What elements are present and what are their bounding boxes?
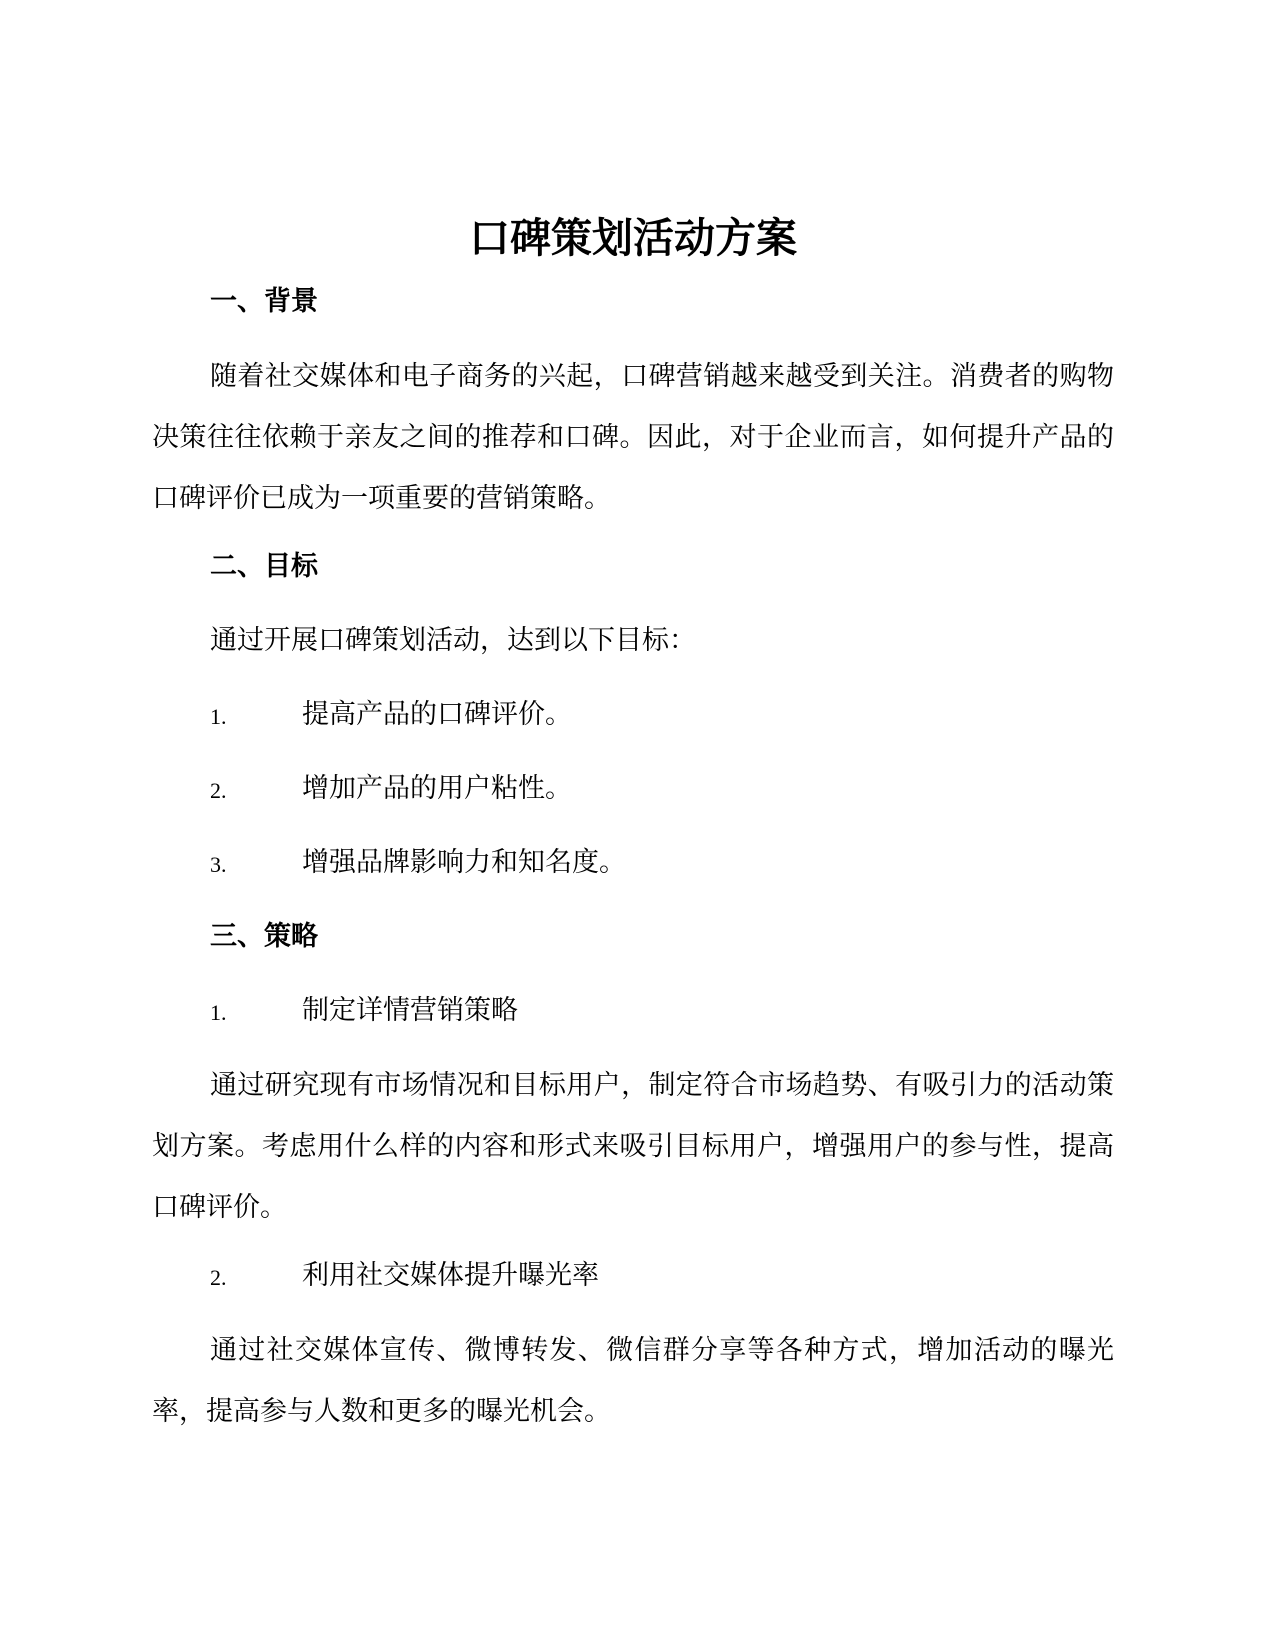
section-heading-background: 一、背景: [210, 286, 318, 317]
strategy-list-item: [210, 1256, 1114, 1296]
goal-list-item: [210, 769, 1114, 809]
section-heading-goals: 二、目标: [210, 551, 318, 582]
strategy-title: 利用社交媒体提升曝光率: [302, 1260, 599, 1291]
goal-list-item: [210, 695, 1114, 735]
document-title: 口碑策划活动方案: [469, 214, 797, 262]
strategy-list-item: [210, 991, 1114, 1031]
section-heading-strategy: 三、策略: [210, 921, 318, 952]
list-text: 增加产品的用户粘性。: [302, 773, 572, 804]
list-number: 1.: [210, 704, 227, 729]
goals-intro: 通过开展口碑策划活动，达到以下目标：: [210, 625, 696, 656]
list-text: 增强品牌影响力和知名度。: [302, 847, 626, 878]
list-text: 提高产品的口碑评价。: [302, 699, 572, 730]
background-paragraph: 随着社交媒体和电子商务的兴起，口碑营销越来越受到关注。消费者的购物决策往往依赖于亲友之间的推荐和口碑。因此，对于企业而言，如何提升产品的口碑评价已成为一项重要的营销策略。: [152, 361, 1114, 514]
strategy-title: 制定详情营销策略: [302, 995, 518, 1026]
list-number: 1.: [210, 1000, 227, 1025]
strategy-paragraph: 通过社交媒体宣传、微博转发、微信群分享等各种方式，增加活动的曝光率，提高参与人数和更多的曝光机会。: [152, 1335, 1114, 1427]
list-number: 3.: [210, 852, 227, 877]
list-number: 2.: [210, 1265, 227, 1290]
strategy-paragraph: 通过研究现有市场情况和目标用户，制定符合市场趋势、有吸引力的活动策划方案。考虑用什么样的内容和形式来吸引目标用户，增强用户的参与性，提高口碑评价。: [152, 1070, 1114, 1223]
goal-list-item: [210, 843, 1114, 883]
list-number: 2.: [210, 778, 227, 803]
